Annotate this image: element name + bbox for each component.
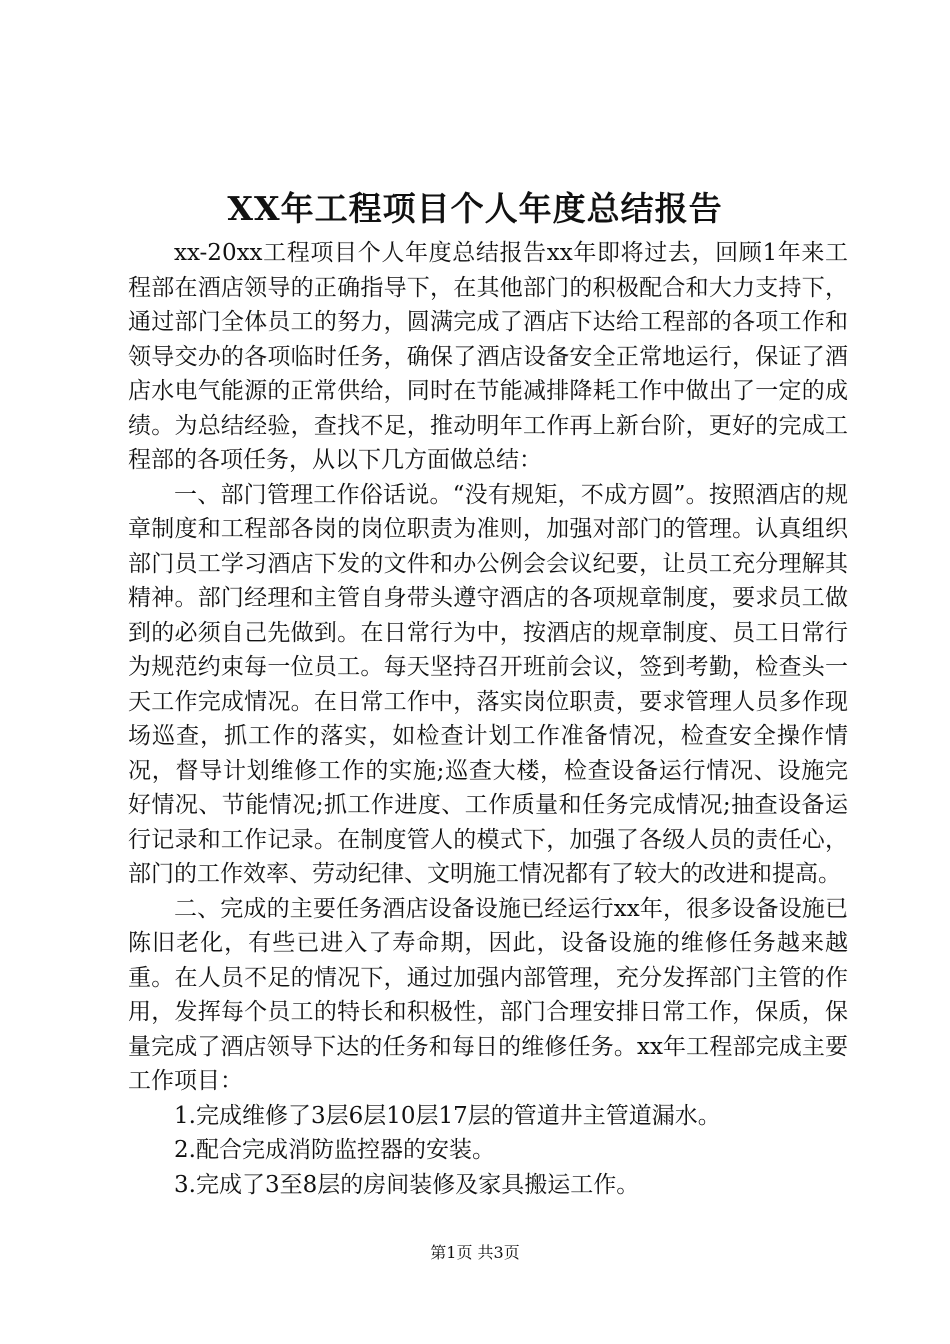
document-body: [128, 236, 848, 1202]
list-item: 2.配合完成消防监控器的安装。: [174, 1137, 495, 1163]
paragraph-department-management: 一、部门管理工作俗话说。“没有规矩，不成方圆”。按照酒店的规章制度和工程部各岗的岗位职责为准则，加强对部门的管理。认真组织部门员工学习酒店下发的文件和办公例会会议纪要，让员工充分理解其精神。部门经理和主管自身带头遵守酒店的各项规章制度，要求员工做到的必须自己先做到。在日常行为中，按酒店的规章制度、员工日常行为规范约束每一位员工。每天坚持召开班前会议，签到考勤，检查头一天工作完成情况。在日常工作中，落实岗位职责，要求管理人员多作现场巡查，抓工作的落实，如检查计划工作准备情况，检查安全操作情况，督导计划维修工作的实施;巡查大楼，检查设备运行情况、设施完好情况、节能情况;抓工作进度、工作质量和任务完成情况;抽查设备运行记录和工作记录。在制度管人的模式下，加强了各级人员的责任心，部门的工作效率、劳动纪律、文明施工情况都有了较大的改进和提高。: [128, 481, 848, 887]
page-number-footer: 第1页 共3页: [430, 1243, 520, 1262]
document-title: XX年工程项目个人年度总结报告: [227, 189, 723, 228]
paragraph-main-tasks: 二、完成的主要任务酒店设备设施已经运行xx年，很多设备设施已陈旧老化，有些已进入了寿命期，因此，设备设施的维修任务越来越重。在人员不足的情况下，通过加强内部管理，充分发挥部门主管的作用，发挥每个员工的特长和积极性，部门合理安排日常工作，保质，保量完成了酒店领导下达的任务和每日的维修任务。xx年工程部完成主要工作项目：: [128, 895, 848, 1094]
paragraph-intro: xx-20xx工程项目个人年度总结报告xx年即将过去，回顾1年来工程部在酒店领导的正确指导下，在其他部门的积极配合和大力支持下，通过部门全体员工的努力，圆满完成了酒店下达给工程部的各项工作和领导交办的各项临时任务，确保了酒店设备安全正常地运行，保证了酒店水电气能源的正常供给，同时在节能减排降耗工作中做出了一定的成绩。为总结经验，查找不足，推动明年工作再上新台阶，更好的完成工程部的各项任务，从以下几方面做总结：: [128, 240, 848, 473]
list-item: 1.完成维修了3层6层10层17层的管道井主管道漏水。: [174, 1102, 721, 1129]
list-item: 3.完成了3至8层的房间装修及家具搬运工作。: [174, 1171, 640, 1198]
